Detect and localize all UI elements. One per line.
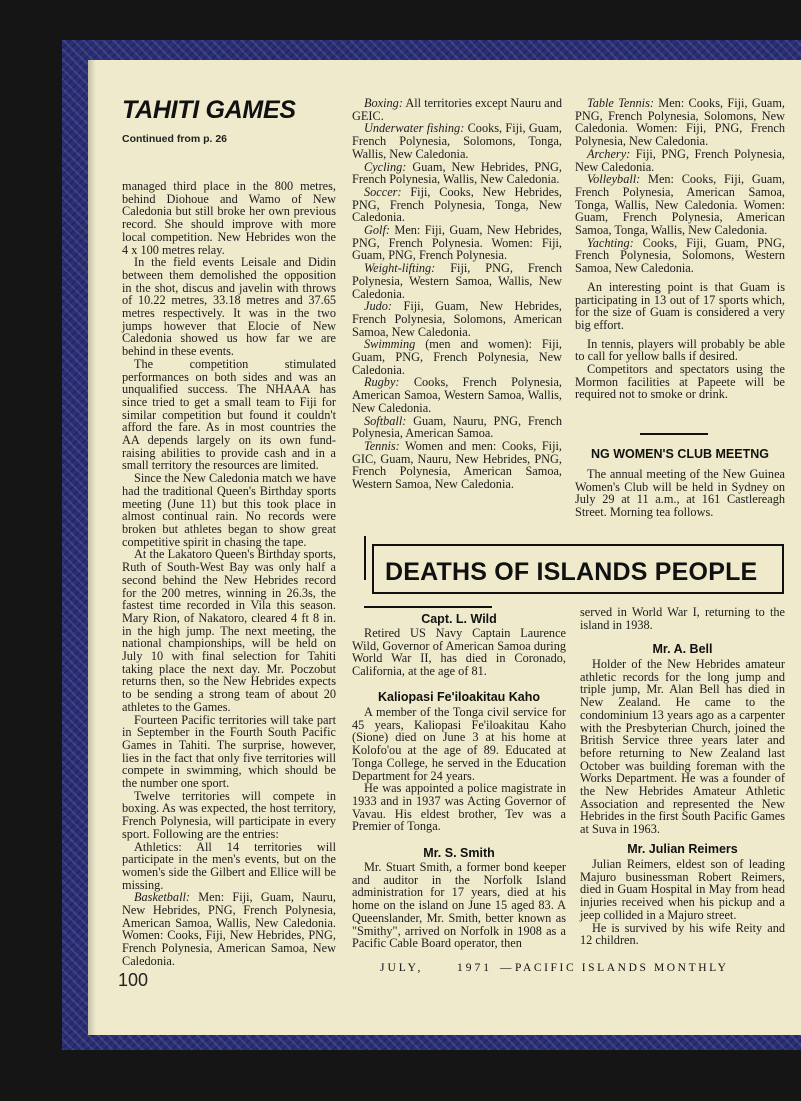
sport-entry	[352, 440, 562, 491]
sport-entry	[352, 161, 562, 186]
paragraph: He is survived by his wife Reity and 12 children.	[580, 920, 785, 948]
column-1	[122, 180, 336, 968]
paragraph: served in World War I, returning to the island in 1938.	[580, 605, 785, 632]
sport-name: Weight-lifting:	[364, 261, 436, 276]
sport-text: Women and men: Cooks, Fiji, GIC, Guam, Nauru, New Hebrides, PNG, French Polynesia, American Samoa, Western Samoa, New Caledonia.	[352, 438, 562, 492]
obituary-text	[352, 861, 566, 950]
sport-text: Fiji, Cooks, New Hebrides, PNG, French Polynesia, Tonga, New Caledonia.	[352, 184, 562, 225]
sport-text: Men: Cooks, Fiji, Guam, French Polynesia, American Samoa, Tonga, Wallis, New Caledonia. Women: Guam, French Polynesia, American Samoa, Tonga, Wallis, New Caledonia.	[575, 172, 785, 238]
gutter-shadow	[88, 60, 96, 1035]
sport-name: Underwater fishing:	[364, 121, 465, 136]
sport-entry	[352, 122, 562, 160]
sport-text: Men: Fiji, Guam, Nauru, New Hebrides, PNG, French Polynesia, American Samoa, Wallis, New Caledonia. Women: Cooks, Fiji, New Hebrides, PNG, French Polynesia, American Samoa, New Caledonia.	[122, 890, 336, 968]
sport-name: Cycling:	[364, 159, 407, 174]
sport-entry	[352, 262, 562, 300]
paragraph: An interesting point is that Guam is participating in 13 out of 17 sports which, for the size of Guam is considered a very big effort.	[575, 279, 785, 332]
paragraph: A member of the Tonga civil service for 45 years, Kaliopasi Fe'iloakitau Kaho (Sione) died on June 3 at his home at Kolofo'ou at the age of 89. Educated at Tonga College, he served in the Education Department for 24 years.	[352, 705, 566, 783]
sport-text: All territories except Nauru and GEIC.	[352, 96, 562, 123]
paragraph: Mr. Stuart Smith, a former bond keeper and auditor in the Norfolk Island administration for 17 years, died at his home on the island on June 15 aged 83. A Queenslander, Mr. Smith, better known as "Smithy", arrived on Norfolk in 1908 as a Pacific Cable Board operator, then	[352, 860, 566, 951]
sport-name: Soccer:	[364, 184, 402, 199]
sport-name: Boxing:	[364, 96, 403, 110]
paragraph: The annual meeting of the New Guinea Women's Club will be held in Sydney on July 29 at 11 a.m., at 161 Castlereagh Street. Morning tea follows.	[575, 467, 785, 520]
paragraph: Holder of the New Hebrides amateur athletic records for the long jump and triple jump, Mr. Alan Bell has died in New Zealand. He came to the condominium 13 years ago as a carpenter with the Presbyterian Church, joined the British Service three years later and before returning to New Zealand last October was building foreman with the Works Department. He was a founder of the New Hebrides Amateur Athletic Association and represented the New Hebrides in the first South Pacific Games at Suva in 1963.	[580, 657, 785, 837]
obituary-text	[580, 858, 785, 947]
sport-entry	[352, 97, 562, 122]
sport-text: Men: Fiji, Guam, New Hebrides, PNG, French Polynesia. Women: Fiji, Guam, PNG, French Polynesia.	[352, 223, 562, 263]
sport-entry	[575, 237, 785, 275]
sport-text: Cooks, Fiji, Guam, PNG, French Polynesia, Solomons, Western Samoa, New Caledonia.	[575, 235, 785, 276]
sport-name: Volleyball:	[587, 172, 641, 187]
paragraph: Athletics: All 14 territories will participate in the men's events, but on the women's side the Gilbert and Ellice will be missing.	[122, 839, 336, 892]
footer-magazine: PACIFIC ISLANDS MONTHLY	[515, 962, 729, 974]
sport-entry	[575, 97, 785, 148]
sport-entry	[352, 224, 562, 262]
sport-entry	[575, 173, 785, 237]
sport-entry	[352, 300, 562, 338]
obituary-name: Kaliopasi Fe'iloakitau Kaho	[377, 690, 541, 704]
footer-dash: —	[500, 962, 512, 974]
sport-text: Guam, Nauru, PNG, French Polynesia, American Samoa.	[352, 413, 562, 441]
obituary-name: Mr. S. Smith	[423, 846, 495, 860]
sport-name: Golf:	[364, 223, 390, 238]
sport-entry	[352, 376, 562, 414]
column-2	[352, 97, 562, 491]
paragraph: Fourteen Pacific territories will take part in September in the Fourth South Pacific Games in Tahiti. The surprise, however, lies in the fact that only five territories will compete in swimming, which should be the number one sport.	[122, 712, 336, 791]
box-corner-line	[364, 536, 366, 580]
sport-name: Basketball:	[134, 890, 191, 905]
paragraph: Twelve territories will compete in boxing. As was expected, the host territory, French Polynesia, will participate in every sport. Following are the entries:	[122, 788, 336, 841]
continued-note: Continued from p. 26	[122, 133, 227, 145]
sport-text: Fiji, PNG, French Polynesia, New Caledonia.	[575, 146, 785, 174]
sport-text: Cooks, French Polynesia, American Samoa, Western Samoa, Wallis, New Caledonia.	[352, 375, 562, 415]
sport-entry	[352, 415, 562, 440]
sport-name: Swimming	[364, 337, 416, 352]
paragraph: Since the New Caledonia match we have had the traditional Queen's Birthday sports meeting (June 11) but this took place in almost continual rain. No records were broken but athletes began to show great competitive spirit in chasing the tape.	[122, 471, 336, 549]
obituary-name: Mr. Julian Reimers	[627, 842, 738, 856]
paragraph: In tennis, players will probably be able to call for yellow balls if desired.	[575, 336, 785, 364]
obituary-continuation	[580, 606, 785, 631]
column-3	[575, 97, 785, 401]
womens-club-heading: NG WOMEN'S CLUB MEETNG	[591, 447, 769, 461]
paragraph: The competition stimulated performances on both sides and was an unqualified success. The NHAAA has since tried to get a small team to Fiji for similar competition but found it couldn't afford the fare. As in most countries the AA depends largely on its own fund-raising abilities to provide cash and in a small territory the resources are limited.	[122, 356, 336, 473]
sport-text: Fiji, PNG, French Polynesia, Western Samoa, Wallis, New Caledonia.	[352, 261, 562, 301]
obituary-text	[580, 658, 785, 836]
sport-name: Table Tennis:	[587, 96, 654, 110]
paragraph: In the field events Leisale and Didin between them demolished the opposition in the shot, discus and javelin with throws of 10.22 metres, 33.18 metres and 37.65 metres respectively. It was in the two jumps however that Elocie of New Caledonia showed us how far we are behind in these events.	[122, 255, 336, 359]
obituary-name: Mr. A. Bell	[652, 642, 713, 656]
sport-text: Cooks, Fiji, Guam, French Polynesia, Solomons, Tonga, Wallis, New Caledonia.	[352, 121, 562, 161]
obituary-text	[352, 627, 566, 678]
sport-name: Softball:	[364, 413, 407, 428]
sport-entry	[352, 338, 562, 376]
sport-name: Archery:	[587, 146, 631, 161]
footer-month: JULY,	[380, 962, 424, 974]
sport-entry	[352, 186, 562, 224]
sport-entry	[575, 148, 785, 173]
obituary-text	[352, 706, 566, 833]
footer-year: 1971	[457, 962, 492, 974]
womens-club-text	[575, 468, 785, 519]
sport-text: Fiji, Guam, New Hebrides, French Polynesia, Solomons, American Samoa, New Caledonia.	[352, 299, 562, 339]
article-title: TAHITI GAMES	[122, 96, 296, 124]
sport-name: Rugby:	[364, 375, 400, 390]
sport-entry	[122, 891, 336, 967]
paragraph: managed third place in the 800 metres, behind Diohoue and Wamo of New Caledonia but still broke her own previous record. She should improve with more local competition. New Hebrides won the 4 x 100 metres relay.	[122, 179, 336, 257]
sport-text: Men: Cooks, Fiji, Guam, PNG, French Polynesia, Solomons, New Caledonia. Women: Fiji, PNG, French Polynesia, New Caledonia.	[575, 96, 785, 149]
sport-name: Tennis:	[364, 438, 400, 453]
sport-name: Yachting:	[587, 235, 634, 250]
paragraph: Julian Reimers, eldest son of leading Majuro businessman Robert Reimers, died in Guam Hospital in May from head injuries received when his pickup and a jeep collided in a Majuro street.	[580, 857, 785, 922]
deaths-heading: DEATHS OF ISLANDS PEOPLE	[385, 558, 758, 586]
paragraph: At the Lakatoro Queen's Birthday sports, Ruth of South-West Bay was only half a second behind the New Hebrides record for the 200 metres, winning in 26.3s, the fastest time recorded in Vila this season. Mary Rion, of Nakatoro, cleared 4 ft 8 in. in the high jump. The next meeting, the national championships, will be held on July 10 with final selection for Tahiti taking place the next day. Mr. Poczobut returns then, so the New Hebrides expects to be sending a strong team of about 20 athletes to the Games.	[122, 547, 336, 714]
paragraph: He was appointed a police magistrate in 1933 and in 1937 was Acting Governor of Vavau. His eldest brother, Tev was a Premier of Tonga.	[352, 781, 566, 834]
divider	[640, 433, 708, 435]
paragraph: Retired US Navy Captain Laurence Wild, Governor of American Samoa during World War II, has died in Coronado, California, at the age of 81.	[352, 626, 566, 679]
sport-text: (men and women): Fiji, Guam, PNG, French Polynesia, New Caledonia.	[352, 337, 562, 377]
sport-name: Judo:	[364, 299, 392, 314]
obituary-name: Capt. L. Wild	[421, 612, 497, 626]
page-number: 100	[118, 970, 149, 990]
paragraph: Competitors and spectators using the Mormon facilities at Papeete will be required not to smoke or drink.	[575, 362, 785, 402]
box-underline	[364, 606, 492, 608]
sport-text: Guam, New Hebrides, PNG, French Polynesia, Wallis, New Caledonia.	[352, 159, 562, 187]
